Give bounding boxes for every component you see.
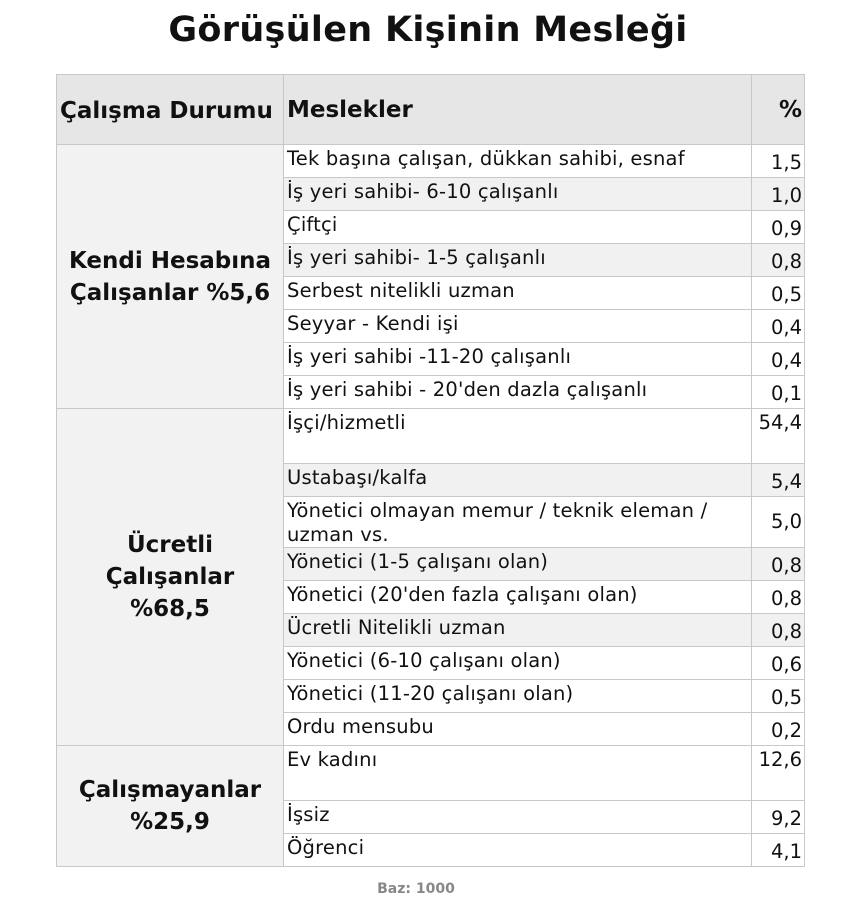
table-row [57, 145, 805, 178]
occupation-name: Yönetici (11-20 çalışanı olan) [284, 680, 752, 713]
table-row [57, 409, 805, 464]
occupation-name: Öğrenci [284, 834, 752, 867]
occupation-name: Yönetici olmayan memur / teknik eleman / uzman vs. [284, 497, 752, 548]
occupation-percent: 1,5 [752, 145, 805, 178]
occupation-name: Ordu mensubu [284, 713, 752, 746]
occupation-percent: 0,1 [752, 376, 805, 409]
occupation-name: İş yeri sahibi- 6-10 çalışanlı [284, 178, 752, 211]
occupation-percent: 12,6 [752, 746, 805, 801]
occupation-name: Serbest nitelikli uzman [284, 277, 752, 310]
occupation-percent: 5,4 [752, 464, 805, 497]
occupation-percent: 1,0 [752, 178, 805, 211]
table-header-row [57, 75, 805, 145]
occupation-name: Ücretli Nitelikli uzman [284, 614, 752, 647]
occupation-percent: 0,5 [752, 680, 805, 713]
occupation-name: Yönetici (20'den fazla çalışanı olan) [284, 581, 752, 614]
occupation-name: Yönetici (6-10 çalışanı olan) [284, 647, 752, 680]
table-row [57, 746, 805, 801]
occupation-name: Ustabaşı/kalfa [284, 464, 752, 497]
page-title: Görüşülen Kişinin Mesleği [168, 10, 688, 50]
occupation-percent: 0,6 [752, 647, 805, 680]
occupation-percent: 0,4 [752, 310, 805, 343]
base-note: Baz: 1000 [377, 881, 455, 897]
occupation-name: Çiftçi [284, 211, 752, 244]
occupation-percent: 4,1 [752, 834, 805, 867]
occupation-percent: 0,8 [752, 614, 805, 647]
occupation-percent: 9,2 [752, 801, 805, 834]
occupation-name: İş yeri sahibi- 1-5 çalışanlı [284, 244, 752, 277]
occupation-percent: 0,8 [752, 548, 805, 581]
header-occupations: Meslekler [284, 75, 752, 145]
occupation-name: Seyyar - Kendi işi [284, 310, 752, 343]
occupation-percent: 0,2 [752, 713, 805, 746]
occupation-percent: 0,4 [752, 343, 805, 376]
occupation-percent: 0,8 [752, 244, 805, 277]
group-label-self-employed: Kendi Hesabına Çalışanlar %5,6 [57, 145, 284, 409]
occupation-percent: 0,5 [752, 277, 805, 310]
occupation-percent: 54,4 [752, 409, 805, 464]
header-percent: % [752, 75, 805, 145]
header-status: Çalışma Durumu [57, 75, 284, 145]
group-label-not-working: Çalışmayanlar %25,9 [57, 746, 284, 867]
occupation-name: İşçi/hizmetli [284, 409, 752, 464]
occupation-percent: 0,9 [752, 211, 805, 244]
occupation-name: İş yeri sahibi - 20'den dazla çalışanlı [284, 376, 752, 409]
occupation-name: Yönetici (1-5 çalışanı olan) [284, 548, 752, 581]
occupation-percent: 5,0 [752, 497, 805, 548]
occupation-table [56, 74, 805, 867]
occupation-name: Tek başına çalışan, dükkan sahibi, esnaf [284, 145, 752, 178]
occupation-name: İşsiz [284, 801, 752, 834]
occupation-name: Ev kadını [284, 746, 752, 801]
occupation-name: İş yeri sahibi -11-20 çalışanlı [284, 343, 752, 376]
group-label-wage-earners: Ücretli Çalışanlar %68,5 [57, 409, 284, 746]
occupation-percent: 0,8 [752, 581, 805, 614]
